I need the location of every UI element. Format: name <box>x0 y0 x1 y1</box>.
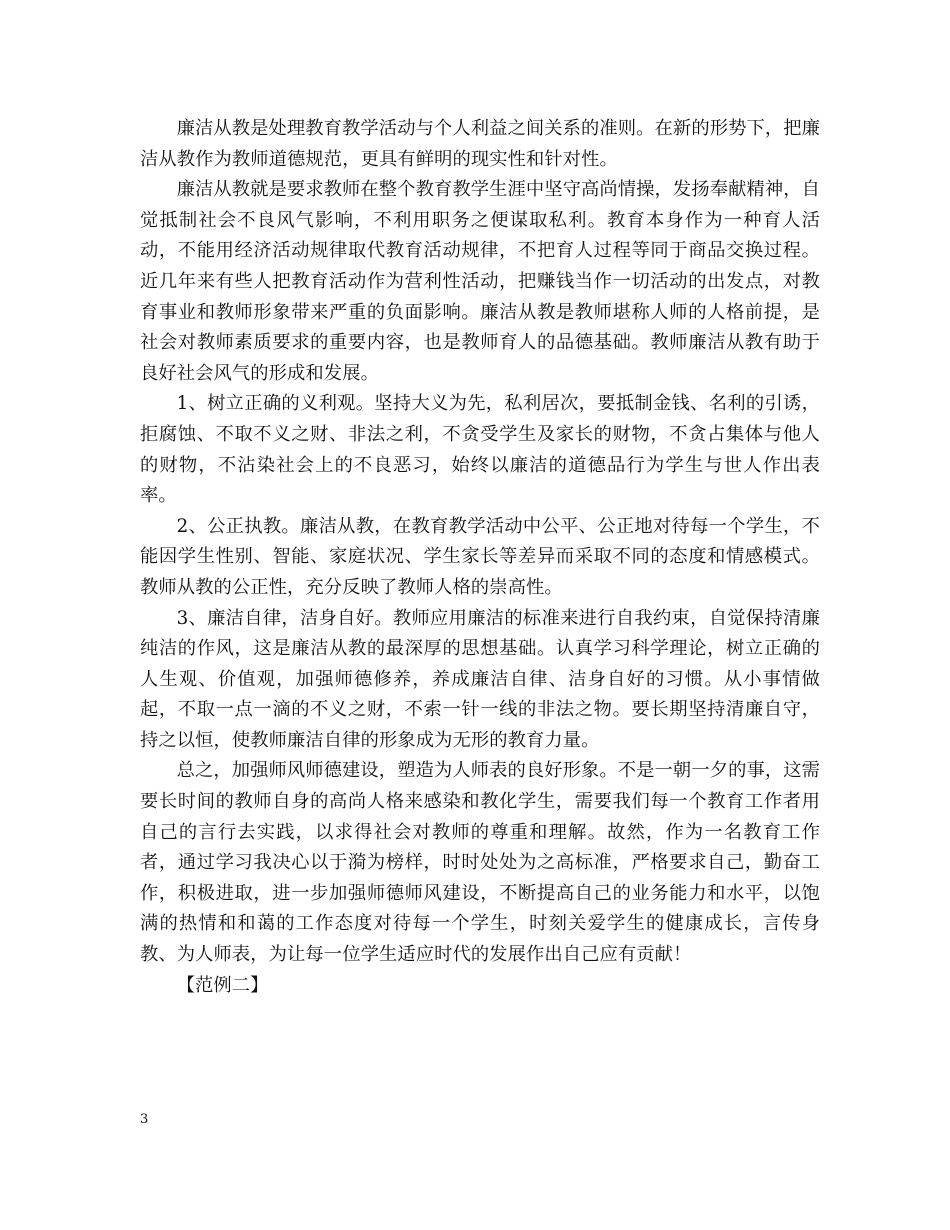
section-heading-example-2: 【范例二】 <box>176 974 269 996</box>
paragraph-point-3: 3、廉洁自律，洁身自好。教师应用廉洁的标准来进行自我约束，自觉保持清廉纯洁的作风，这是廉洁从教的最深厚的思想基础。认真学习科学理论，树立正确的人生观、价值观，加强师德修养，养成廉洁自律、洁身自好的习惯。从小事情做起，不取一点一滴的不义之财，不索一针一线的非法之物。要长期坚持清廉自守，持之以恒，使教师廉洁自律的形象成为无形的教育力量。 <box>140 607 820 751</box>
paragraph-point-2: 2、公正执教。廉洁从教，在教育教学活动中公平、公正地对待每一个学生，不能因学生性别、智能、家庭状况、学生家长等差异而采取不同的态度和情感模式。教师从教的公正性，充分反映了教师人格的崇高性。 <box>140 515 820 598</box>
paragraph-definition: 廉洁从教就是要求教师在整个教育教学生涯中坚守高尚情操，发扬奉献精神，自觉抵制社会不良风气影响，不利用职务之便谋取私利。教育本身作为一种育人活动，不能用经济活动规律取代教育活动规律，不把育人过程等同于商品交换过程。近几年来有些人把教育活动作为营利性活动，把赚钱当作一切活动的出发点，对教育事业和教师形象带来严重的负面影响。廉洁从教是教师堪称人师的人格前提，是社会对教师素质要求的重要内容，也是教师育人的品德基础。教师廉洁从教有助于良好社会风气的形成和发展。 <box>140 179 820 384</box>
paragraph-intro: 廉洁从教是处理教育教学活动与个人利益之间关系的准则。在新的形势下，把廉洁从教作为教师道德规范，更具有鲜明的现实性和针对性。 <box>140 118 820 170</box>
page-number: 3 <box>140 1112 149 1127</box>
document-body <box>140 114 820 1001</box>
paragraph-conclusion: 总之，加强师风师德建设，塑造为人师表的良好形象。不是一朝一夕的事，这需要长时间的教师自身的高尚人格来感染和教化学生，需要我们每一个教育工作者用自己的言行去实践，以求得社会对教师的尊重和理解。故然，作为一名教育工作者，通过学习我决心以于漪为榜样，时时处处为之高标准，严格要求自己，勤奋工作，积极进取，进一步加强师德师风建设，不断提高自己的业务能力和水平，以饱满的热情和和蔼的工作态度对待每一个学生，时刻关爱学生的健康成长，言传身教、为人师表，为让每一位学生适应时代的发展作出自己应有贡献！ <box>140 760 820 966</box>
paragraph-point-1: 1、树立正确的义利观。坚持大义为先，私利居次，要抵制金钱、名利的引诱，拒腐蚀、不取不义之财、非法之利，不贪受学生及家长的财物，不贪占集体与他人的财物，不沾染社会上的不良恶习，始终以廉洁的道德品行为学生与世人作出表率。 <box>140 393 820 507</box>
